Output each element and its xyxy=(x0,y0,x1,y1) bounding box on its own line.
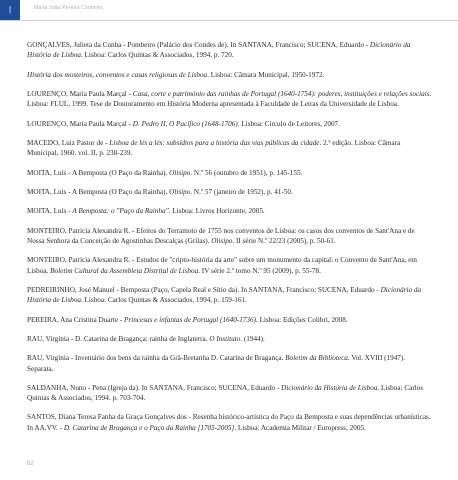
entry-title-italic: O Instituto xyxy=(209,334,241,343)
entry-title-italic: Olisipo xyxy=(211,236,233,245)
entry-text: . Lisboa: Carlos Quintas & Associados, 1994, p. 720. xyxy=(80,51,234,60)
entry-text: SANTOS, Diana Teresa Fanha da Graça Gonçalves dos - Resenha histórico-artística do Paço da Bemposta e suas dependências urbanísticas. In AA.VV. - xyxy=(27,413,431,432)
entry-title-italic: Boletim Cultural da Assembleia Distrital de Lisboa xyxy=(50,266,199,275)
bibliography-entry xyxy=(27,119,433,129)
entry-text: . Lisboa: FLUL, 1999. Tese de Doutoramento em História Moderna apresentada à Faculdade de Letras da Universidade de Lisboa. xyxy=(27,89,432,109)
entry-title-italic: Princesas e infantas de Portugal (1640-1736) xyxy=(124,315,256,324)
bibliography-entry xyxy=(27,255,433,275)
entry-text: . N.º 56 (outubro de 1951), p. 145-155. xyxy=(190,168,303,177)
bibliography-entry xyxy=(27,70,433,80)
entry-text: . Lisboa: Carlos Quintas & Associados, 1994, p. 159-161. xyxy=(80,296,247,305)
entry-title-italic: A Bemposta: o "Paço da Rainha" xyxy=(72,207,169,216)
header-divider xyxy=(0,20,458,21)
bibliography-entry xyxy=(27,315,433,325)
entry-text: PEDREIRINHO, José Manuel - Bemposta (Paço, Capela Real e Sítio da). In SANTANA, Francisco; SUCENA, Eduardo - xyxy=(27,285,381,294)
entry-title-italic: Olisipo xyxy=(169,187,191,196)
entry-text: RAU, Virgínia - D. Catarina de Bragança: rainha de Inglaterra. xyxy=(27,334,210,343)
entry-text: . Lisboa: Carlos Quintas & Associados, 1994. p. 703-704. xyxy=(27,383,424,403)
entry-title-italic: História dos mosteiros, conventos e casas religiosas de Lisboa xyxy=(27,70,208,79)
bibliography-entry xyxy=(27,40,433,60)
entry-text: . (1944). xyxy=(240,334,265,343)
page-tab-marker: | xyxy=(0,0,20,20)
entry-text: MONTEIRO, Patrícia Alexandra R. - Estudos de "cripto-história da arte" sobre um monumento da capital: o Convento de Sant'Ana, em Lisboa. xyxy=(27,256,418,275)
running-head-author: Maria João Pereira Coutinho xyxy=(34,5,103,11)
entry-text: MACEDO, Luiz Pastor de - xyxy=(27,138,110,147)
bibliography-entry xyxy=(27,89,433,109)
entry-text: PEREIRA, Ana Cristina Duarte - xyxy=(27,315,125,324)
entry-text: . Lisboa: Academia Militar / Europress, 2005. xyxy=(234,423,366,432)
entry-text: LOURENÇO, Maria Paula Marçal - xyxy=(27,89,133,98)
bibliography-entry xyxy=(27,285,433,305)
bibliography-entry xyxy=(27,334,433,344)
entry-title-italic: Dicionário da História de Lisboa xyxy=(27,285,422,305)
entry-text: RAU, Virgínia - Inventário dos bens da rainha da Grã-Bretanha D. Catarina de Bragança. xyxy=(27,354,286,363)
entry-title-italic: Dicionário da História de Lisboa xyxy=(281,383,378,392)
bibliography-entry xyxy=(27,206,433,216)
entry-text: MONTEIRO, Patrícia Alexandra R. - Efeitos do Terramoto de 1755 nos conventos de Lisboa: os casos dos conventos de Sant'Ana e de Nossa Senhora da Conceição de Agostinhas Descalças (Grilas). xyxy=(27,226,415,245)
entry-text: LOURENÇO, Maria Paula Marçal - xyxy=(27,119,133,128)
bibliography-list xyxy=(27,40,433,442)
entry-title-italic: Boletim da Biblioteca xyxy=(285,354,348,363)
entry-title-italic: Dicionário da História de Lisboa xyxy=(27,41,411,60)
entry-text: SALDANHA, Nuno - Pena (Igreja da). In SANTANA, Francisco; SUCENA, Eduardo - xyxy=(27,383,282,392)
bibliography-entry xyxy=(27,412,433,432)
entry-text: MOITA, Luís - A Bemposta (O Paço da Rainha). xyxy=(27,187,170,196)
entry-text: . Vol. XVIII (1947). Separata. xyxy=(27,354,406,373)
entry-text: . N.º 57 (janeiro de 1952), p. 41-50. xyxy=(190,187,293,196)
page-number: 82 xyxy=(27,461,34,467)
entry-text: MOITA, Luís - xyxy=(27,207,73,216)
entry-title-italic: Olisipo xyxy=(169,168,191,177)
entry-text: GONÇALVES, Julieta da Cunha - Pombeiro (Palácio dos Condes de). In SANTANA, Francisco; SUCENA, Eduardo - xyxy=(27,41,370,49)
entry-text: . Lisboa: Edições Colibri, 2008. xyxy=(256,315,348,324)
entry-text: . 2.ª edição. Lisboa: Câmara Municipal, 1960. vol. II, p. 238-239. xyxy=(27,138,401,158)
entry-text: MOITA, Luís - A Bemposta (O Paço da Rainha). xyxy=(27,168,170,177)
bibliography-entry xyxy=(27,226,433,246)
entry-title-italic: D. Pedro II, O Pacífico (1648-1706) xyxy=(132,119,238,128)
entry-title-italic: Lisboa de lés a lés: subsídios para a história das vias públicas da cidade xyxy=(109,138,320,147)
entry-title-italic: Casa, corte e património das rainhas de Portugal (1640-1754): poderes, instituições e relações sociais xyxy=(132,89,430,98)
entry-text: . II série N.º 22/23 (2005), p. 50-61. xyxy=(232,236,336,245)
bibliography-entry xyxy=(27,353,433,373)
entry-text: . Lisboa: Câmara Municipal, 1950-1972. xyxy=(207,70,325,79)
entry-text: . Lisboa: Círculo de Leitores, 2007. xyxy=(237,119,340,128)
bibliography-entry xyxy=(27,138,433,158)
entry-text: . Lisboa: Livros Horizonte, 2005. xyxy=(168,207,265,216)
bibliography-entry xyxy=(27,168,433,178)
entry-title-italic: D. Catarina de Bragança e o Paço da Rainha [1705-2005] xyxy=(63,423,235,432)
entry-text: . IV série 2.º tomo N.º 95 (2009), p. 55-78. xyxy=(198,266,321,275)
bibliography-entry xyxy=(27,187,433,197)
bibliography-entry xyxy=(27,383,433,403)
